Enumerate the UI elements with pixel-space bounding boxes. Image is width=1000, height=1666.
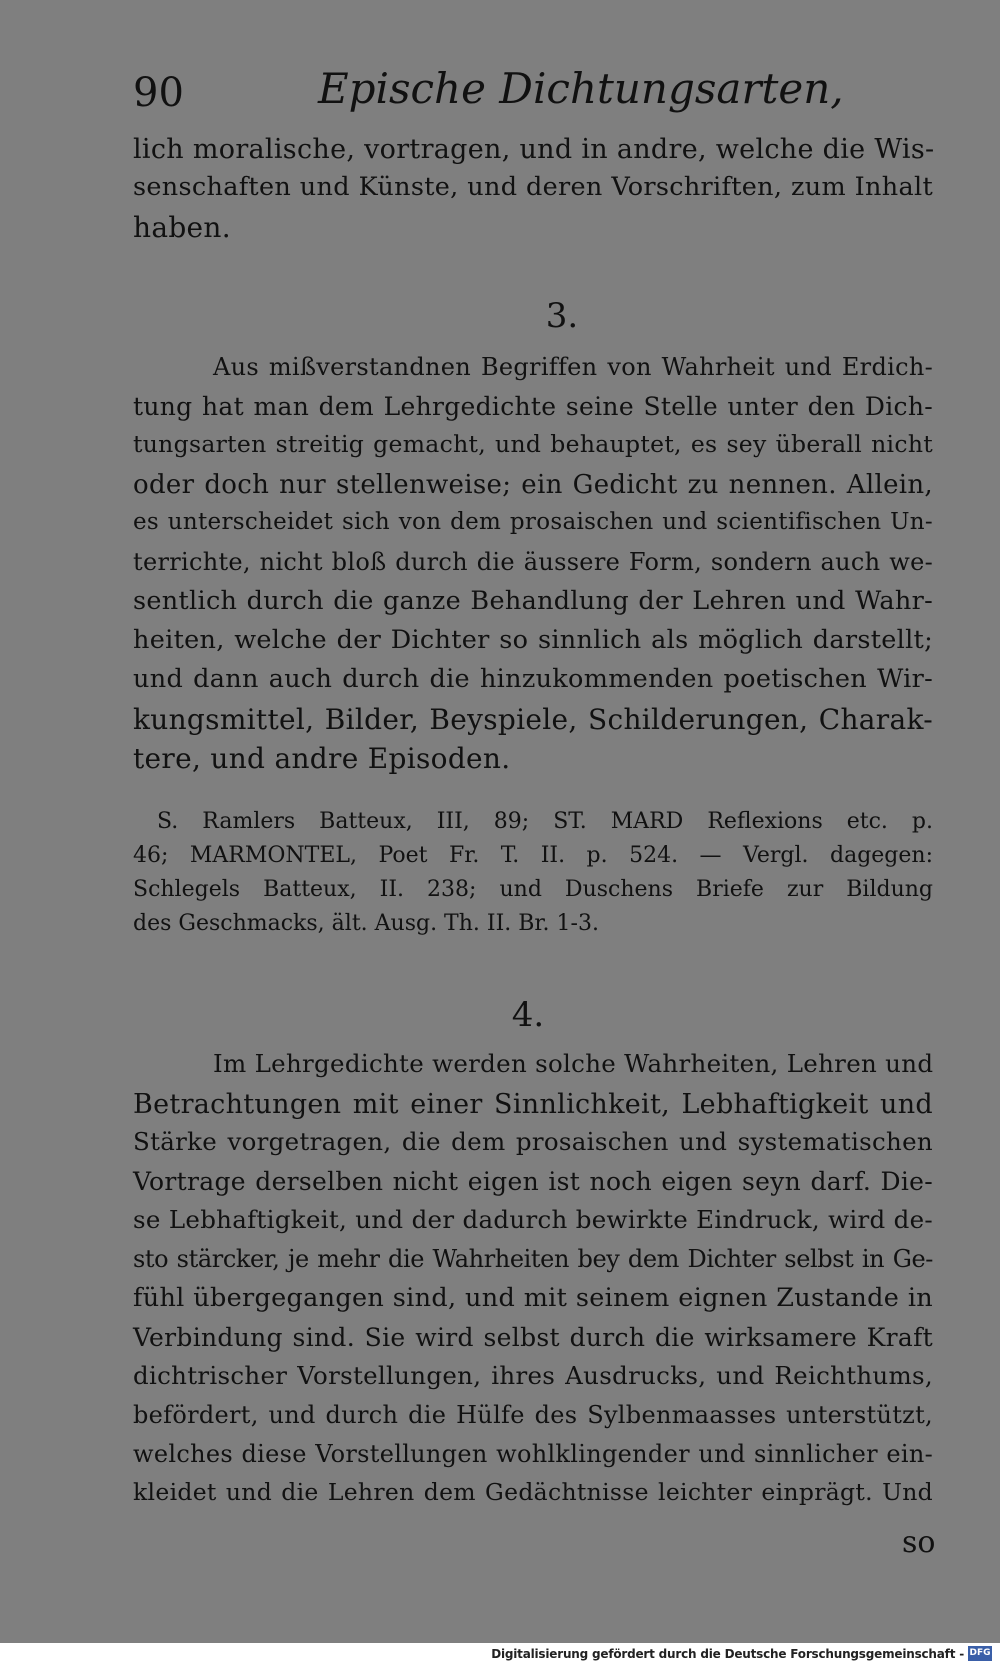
text-line: dichtrischer Vorstellungen, ihres Ausdrucks, und Reichthums, [133, 1361, 933, 1390]
text-line: kleidet und die Lehren dem Gedächtnisse leichter einprägt. Und [133, 1478, 933, 1506]
text-line: es unterscheidet sich von dem prosaischen und scientifischen Un- [133, 509, 933, 535]
text-line: senschaften und Künste, und deren Vorschriften, zum Inhalt [133, 172, 933, 202]
text-line: sentlich durch die ganze Behandlung der Lehren und Wahr- [133, 586, 933, 616]
text-line: und dann auch durch die hinzukommenden poetischen Wir- [133, 664, 933, 694]
text-line: lich moralische, vortragen, und in andre, welche die Wis- [133, 134, 935, 165]
section-number: 4. [511, 995, 545, 1035]
catchword: so [902, 1525, 936, 1560]
text-line: tere, und andre Episoden. [133, 742, 511, 775]
text-line: Verbindung sind. Sie wird selbst durch die wirksamere Kraft [133, 1323, 933, 1352]
text-line: se Lebhaftigkeit, und der dadurch bewirkte Eindruck, wird de- [133, 1205, 933, 1234]
text-line: tungsarten streitig gemacht, und behauptet, es sey überall nicht [133, 430, 933, 458]
page-number: 90 [133, 70, 184, 116]
section-number: 3. [545, 296, 579, 336]
digitization-footer [0, 1643, 1000, 1666]
text-line: welches diese Vorstellungen wohlklingender und sinnlicher ein- [133, 1440, 933, 1468]
text-line: Betrachtungen mit einer Sinnlichkeit, Lebhaftigkeit und [133, 1089, 933, 1120]
footnote-line: S. Ramlers Batteux, III, 89; ST. MARD Reflexions etc. p. [157, 809, 933, 834]
text-line: Aus mißverstandnen Begriffen von Wahrheit und Erdich- [213, 353, 933, 381]
text-line: befördert, und durch die Hülfe des Sylbenmaasses unterstützt, [133, 1401, 933, 1429]
text-line: terrichte, nicht bloß durch die äussere Form, sondern auch we- [133, 548, 933, 576]
text-line: Vortrage derselben nicht eigen ist noch eigen seyn darf. Die- [133, 1167, 933, 1196]
text-line: tung hat man dem Lehrgedichte seine Stelle unter den Dich- [133, 392, 933, 421]
running-title: Epische Dichtungsarten, [318, 64, 844, 113]
dfg-logo: DFG [968, 1646, 992, 1661]
footnote-line: des Geschmacks, ält. Ausg. Th. II. Br. 1-3. [133, 911, 599, 936]
text-line: heiten, welche der Dichter so sinnlich als möglich darstellt; [133, 625, 933, 655]
text-line: kungsmittel, Bilder, Beyspiele, Schilderungen, Charak- [133, 703, 933, 736]
text-line: Stärke vorgetragen, die dem prosaischen und systematischen [133, 1127, 933, 1156]
text-line: fühl übergegangen sind, und mit seinem eignen Zustande in [133, 1283, 933, 1313]
footnote-line: 46; MARMONTEL, Poet Fr. T. II. p. 524. — Vergl. dagegen: [133, 843, 933, 868]
text-line: Im Lehrgedichte werden solche Wahrheiten, Lehren und [213, 1049, 934, 1078]
footnote-line: Schlegels Batteux, II. 238; und Duschens Briefe zur Bildung [133, 877, 933, 902]
footer-credit: Digitalisierung gefördert durch die Deutsche Forschungsgemeinschaft - [491, 1647, 964, 1661]
text-line: oder doch nur stellenweise; ein Gedicht zu nennen. Allein, [133, 470, 933, 500]
text-line: haben. [133, 211, 231, 244]
text-line: sto stärcker, je mehr die Wahrheiten bey dem Dichter selbst in Ge- [133, 1245, 933, 1273]
